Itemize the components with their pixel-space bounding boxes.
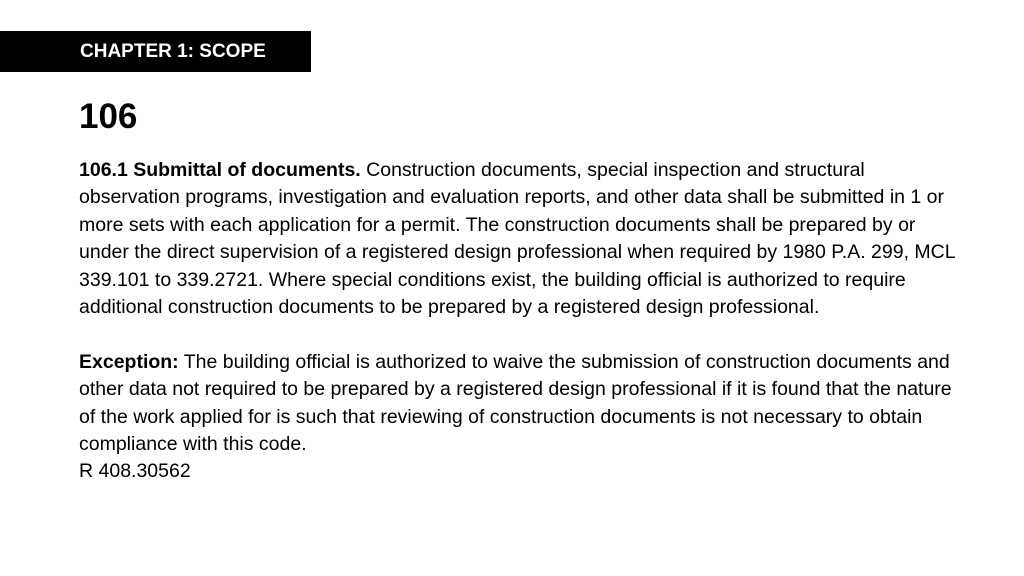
section-number: 106: [79, 97, 138, 136]
subsection-heading: 106.1 Submittal of documents.: [79, 159, 361, 181]
exception-body: The building official is authorized to waive the submission of construction documents and other data not required to be prepared by a registered design professional if it is found that the nature of the work applied for is such that reviewing of construction documents is not necessary to obtain compliance with this code.: [79, 350, 952, 456]
chapter-header-bar: [0, 31, 311, 72]
exception-paragraph: [79, 349, 959, 459]
subsection-paragraph: [79, 157, 959, 321]
paragraph-spacer: [79, 321, 959, 348]
section-body: [79, 157, 959, 486]
subsection-body: Construction documents, special inspection and structural observation programs, investigation and evaluation reports, and other data shall be submitted in 1 or more sets with each application for a permit. The construction documents shall be prepared by or under the direct supervision of a registered design professional when required by 1980 P.A. 299, MCL 339.101 to 339.2721. Where special conditions exist, the building official is authorized to require additional construction documents to be prepared by a registered design professional.: [79, 159, 955, 319]
exception-heading: Exception:: [79, 350, 179, 373]
chapter-label: CHAPTER 1: SCOPE: [80, 41, 266, 62]
rule-reference: R 408.30562: [79, 460, 191, 483]
